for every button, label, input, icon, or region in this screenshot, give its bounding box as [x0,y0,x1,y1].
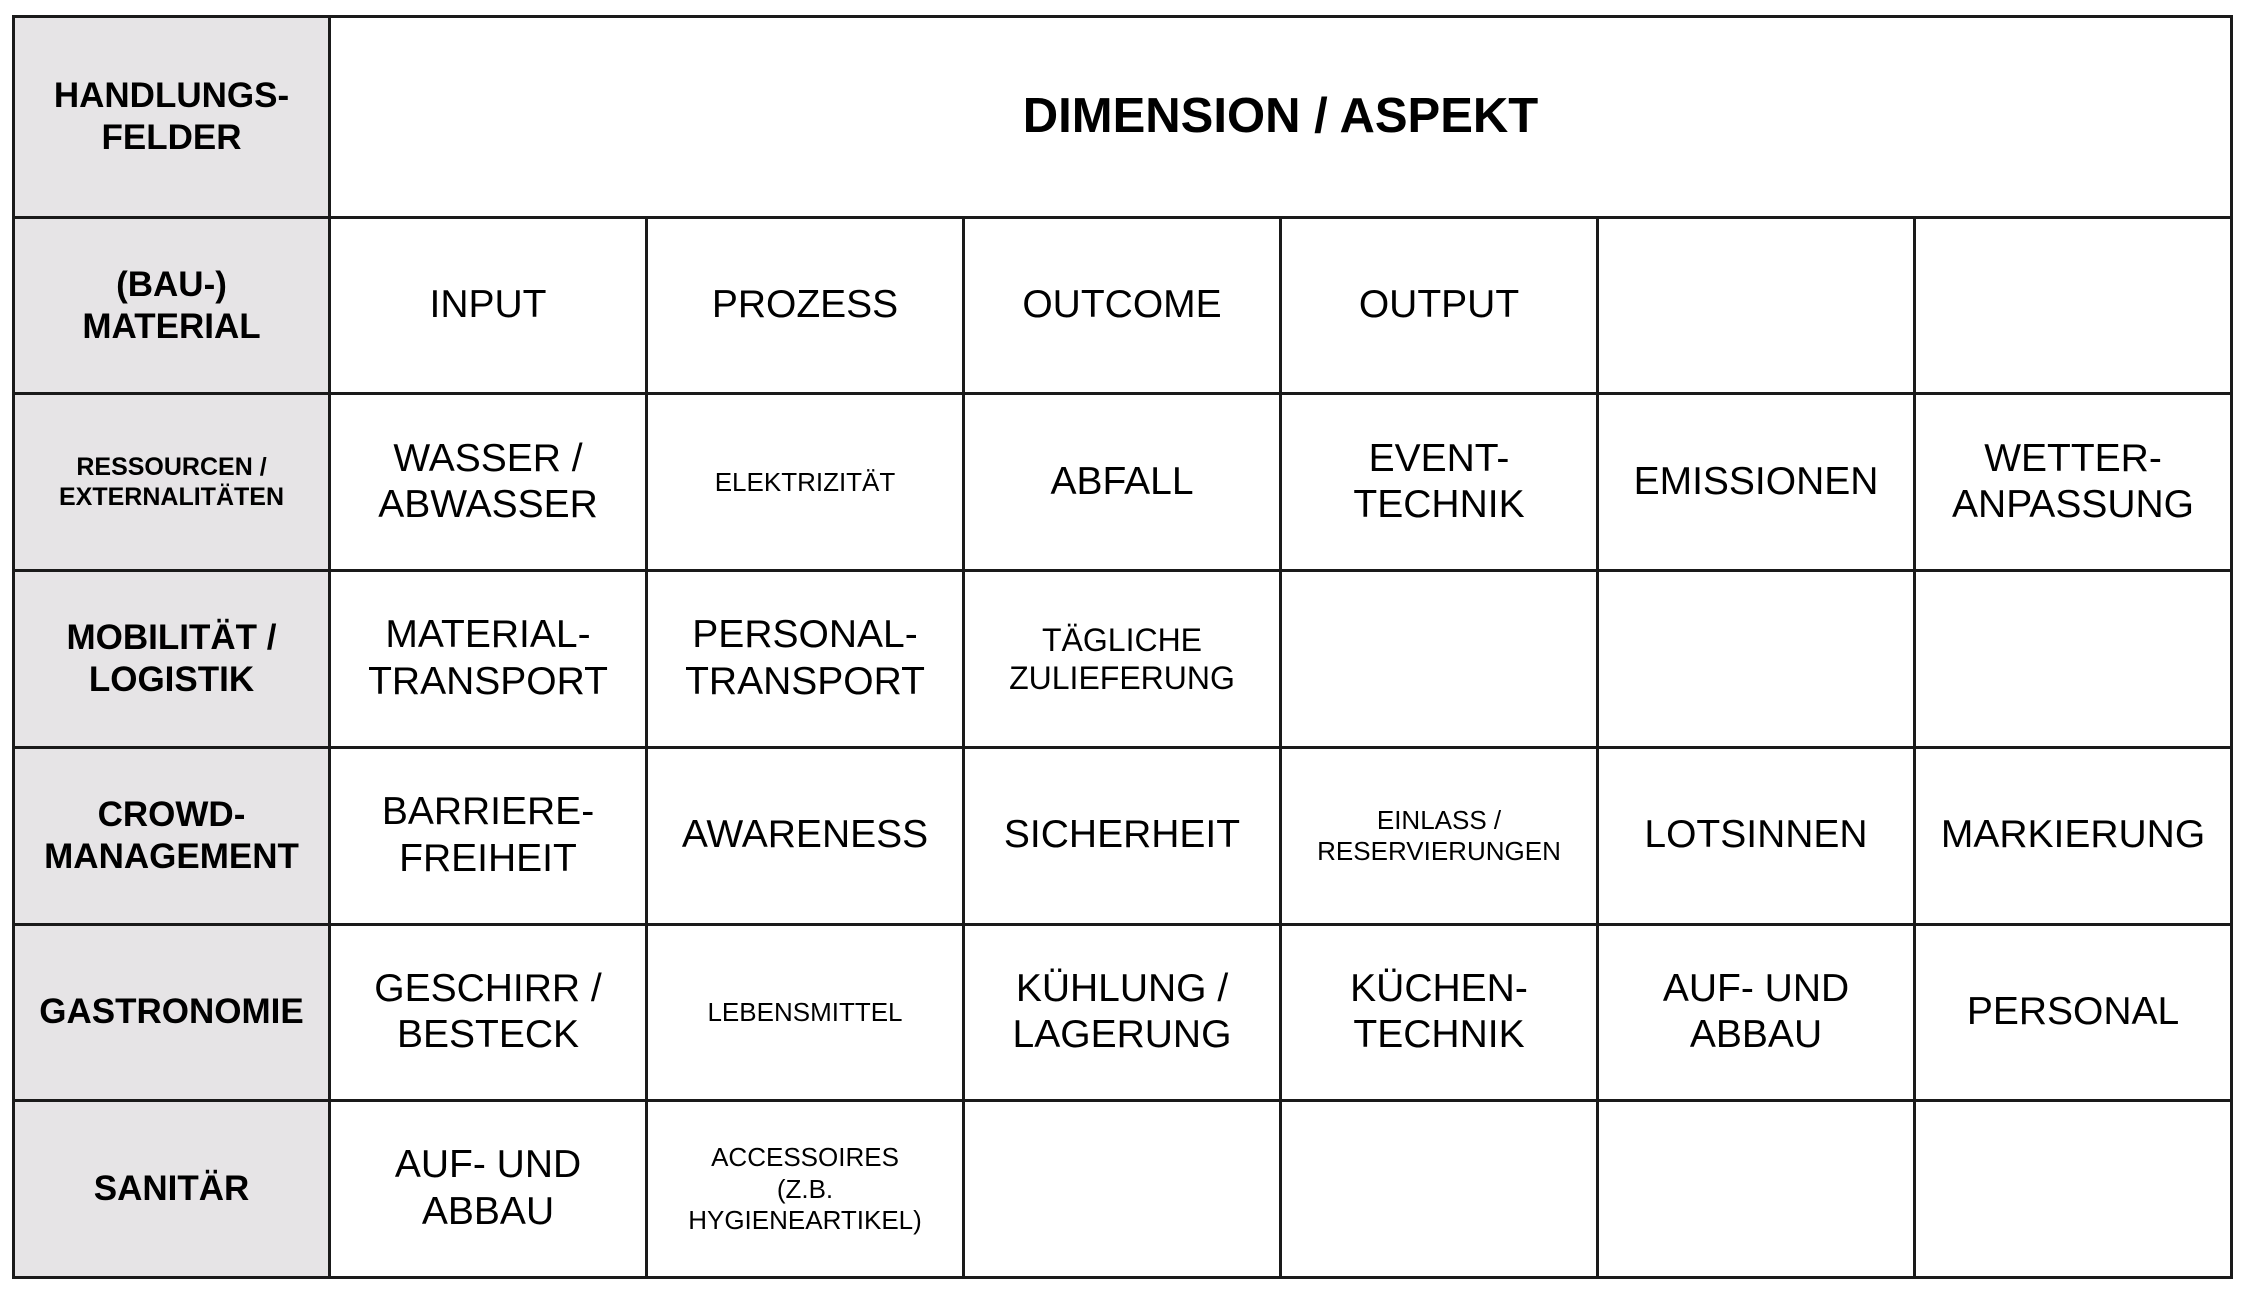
cell-event-technik: EVENT- TECHNIK [1281,394,1598,571]
cell-empty [1598,571,1915,748]
cell-empty [1598,217,1915,394]
cell-input: INPUT [330,217,647,394]
cell-empty [1915,571,2232,748]
corner-label: HANDLUNGS- FELDER [14,17,330,218]
cell-geschirr-besteck: GESCHIRR / BESTECK [330,924,647,1101]
row-label-mobilitaet: MOBILITÄT / LOGISTIK [14,571,330,748]
table-row-bau-material [14,217,2232,394]
table-title: DIMENSION / ASPEKT [330,17,2232,218]
row-label-bau-material: (BAU-) MATERIAL [14,217,330,394]
cell-personal: PERSONAL [1915,924,2232,1101]
cell-awareness: AWARENESS [647,747,964,924]
cell-output: OUTPUT [1281,217,1598,394]
cell-markierung: MARKIERUNG [1915,747,2232,924]
row-label-gastronomie: GASTRONOMIE [14,924,330,1101]
cell-einlass-reservierungen: EINLASS / RESERVIERUNGEN [1281,747,1598,924]
cell-emissionen: EMISSIONEN [1598,394,1915,571]
cell-elektrizitaet: ELEKTRIZITÄT [647,394,964,571]
cell-auf-und-abbau: AUF- UND ABBAU [330,1101,647,1278]
table-row-ressourcen [14,394,2232,571]
row-label-sanitaer: SANITÄR [14,1101,330,1278]
cell-barriere-freiheit: BARRIERE- FREIHEIT [330,747,647,924]
cell-prozess: PROZESS [647,217,964,394]
cell-material-transport: MATERIAL- TRANSPORT [330,571,647,748]
cell-empty [1281,571,1598,748]
cell-wasser-abwasser: WASSER / ABWASSER [330,394,647,571]
cell-lotsinnen: LOTSINNEN [1598,747,1915,924]
cell-empty [964,1101,1281,1278]
cell-empty [1915,1101,2232,1278]
cell-lebensmittel: LEBENSMITTEL [647,924,964,1101]
cell-auf-und-abbau: AUF- UND ABBAU [1598,924,1915,1101]
cell-empty [1598,1101,1915,1278]
cell-sicherheit: SICHERHEIT [964,747,1281,924]
cell-kuehlung-lagerung: KÜHLUNG / LAGERUNG [964,924,1281,1101]
cell-outcome: OUTCOME [964,217,1281,394]
table-row-gastronomie [14,924,2232,1101]
cell-taegliche-zulieferung: TÄGLICHE ZULIEFERUNG [964,571,1281,748]
cell-kuechen-technik: KÜCHEN- TECHNIK [1281,924,1598,1101]
cell-personal-transport: PERSONAL- TRANSPORT [647,571,964,748]
dimension-matrix-table [12,15,2233,1279]
row-label-ressourcen: RESSOURCEN / EXTERNALITÄTEN [14,394,330,571]
cell-accessoires: ACCESSOIRES (Z.B. HYGIENEARTIKEL) [647,1101,964,1278]
cell-empty [1281,1101,1598,1278]
table-row-sanitaer [14,1101,2232,1278]
header-row [14,17,2232,218]
cell-abfall: ABFALL [964,394,1281,571]
cell-empty [1915,217,2232,394]
table-row-mobilitaet [14,571,2232,748]
cell-wetter-anpassung: WETTER- ANPASSUNG [1915,394,2232,571]
row-label-crowd-management: CROWD- MANAGEMENT [14,747,330,924]
table-row-crowd-management [14,747,2232,924]
